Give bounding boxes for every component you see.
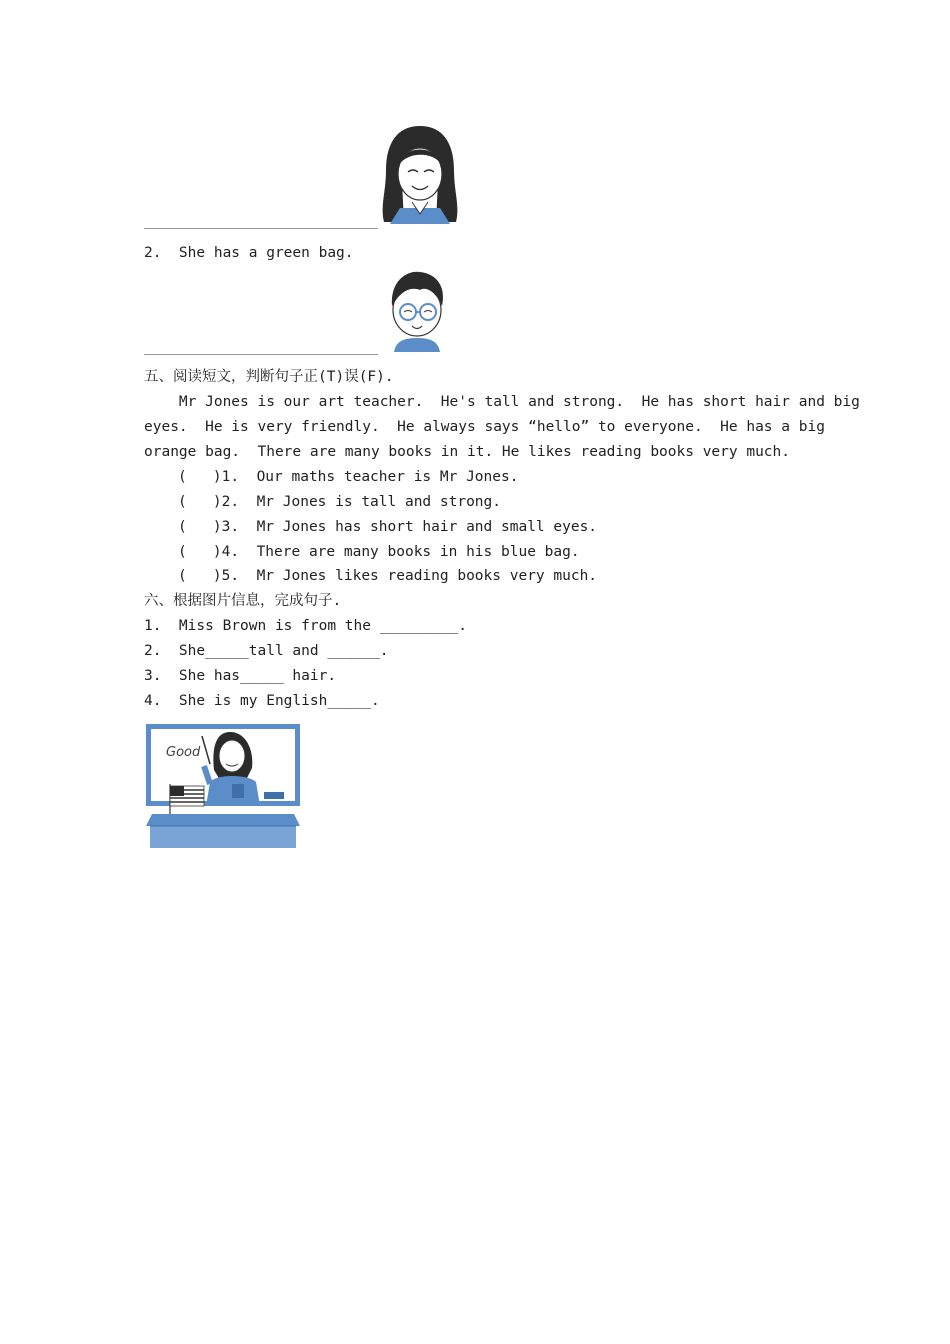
fill-item-1[interactable]: 1. Miss Brown is from the _________.	[144, 618, 468, 634]
tf-item-5[interactable]: ( )5. Mr Jones likes reading books very much.	[178, 568, 598, 584]
boy-portrait-illustration	[380, 268, 454, 354]
tf-item-4[interactable]: ( )4. There are many books in his blue bag.	[178, 544, 580, 560]
tf-item-2[interactable]: ( )2. Mr Jones is tall and strong.	[178, 494, 502, 510]
fill-item-4[interactable]: 4. She is my English_____.	[144, 693, 380, 709]
board-word: Good	[166, 745, 201, 760]
passage-line-3: orange bag. There are many books in it. He likes reading books very much.	[144, 444, 791, 460]
question-2-text: 2. She has a green bag.	[144, 245, 354, 261]
girl-portrait-illustration	[378, 122, 462, 226]
answer-line-2[interactable]	[144, 354, 378, 355]
answer-line-1[interactable]	[144, 228, 378, 229]
section-5-heading: 五、阅读短文，判断句子正(T)误(F).	[144, 369, 394, 385]
section-6-heading: 六、根据图片信息，完成句子.	[144, 593, 342, 609]
passage-line-1: Mr Jones is our art teacher. He's tall and strong. He has short hair and big	[144, 394, 860, 410]
tf-item-1[interactable]: ( )1. Our maths teacher is Mr Jones.	[178, 469, 519, 485]
teacher-classroom-illustration	[144, 722, 304, 850]
fill-item-2[interactable]: 2. She_____tall and ______.	[144, 643, 389, 659]
fill-item-3[interactable]: 3. She has_____ hair.	[144, 668, 337, 684]
tf-item-3[interactable]: ( )3. Mr Jones has short hair and small eyes.	[178, 519, 598, 535]
passage-line-2: eyes. He is very friendly. He always says “hello” to everyone. He has a big	[144, 419, 825, 435]
